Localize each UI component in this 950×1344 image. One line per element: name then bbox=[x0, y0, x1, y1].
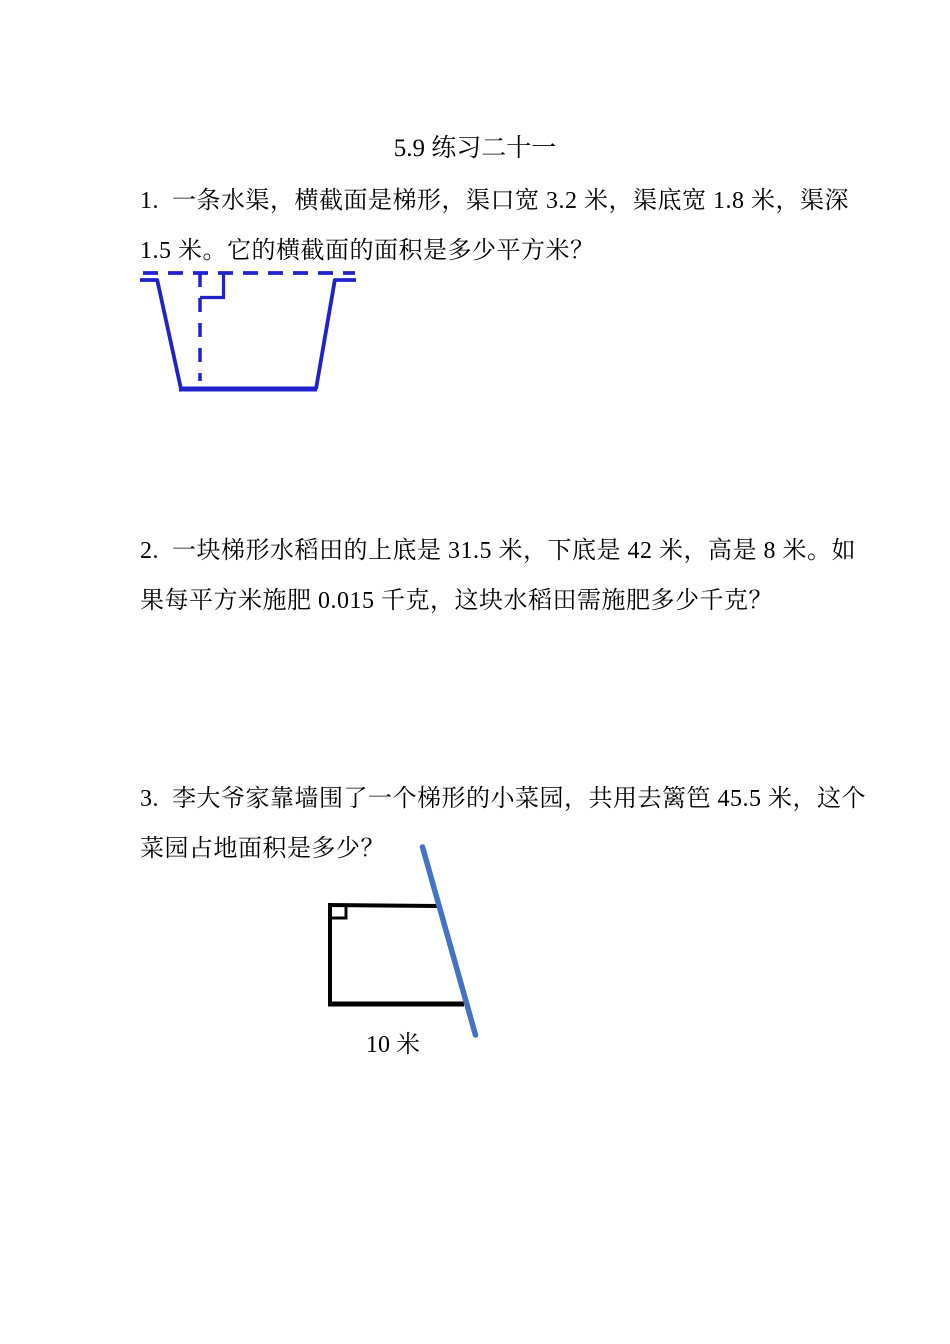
garden-base-label: 10 米 bbox=[366, 1032, 420, 1058]
question-1-line-1: 1. 一条水渠，横截面是梯形，渠口宽 3.2 米，渠底宽 1.8 米，渠深 bbox=[140, 188, 849, 214]
question-3-line-1: 3. 李大爷家靠墙围了一个梯形的小菜园，共用去篱笆 45.5 米，这个 bbox=[140, 786, 866, 812]
channel-left-slant-line bbox=[157, 279, 181, 389]
question-2-line-1: 2. 一块梯形水稻田的上底是 31.5 米，下底是 42 米，高是 8 米。如 bbox=[140, 538, 856, 564]
channel-right-slant-line bbox=[316, 279, 335, 389]
garden-plot-diagram bbox=[320, 842, 485, 1042]
question-1-line-2: 1.5 米。它的横截面的面积是多少平方米？ bbox=[140, 238, 595, 264]
garden-top-line bbox=[328, 905, 438, 906]
garden-right-angle-marker bbox=[330, 907, 346, 918]
page-title: 5.9 练习二十一 bbox=[393, 135, 557, 162]
wall-line bbox=[423, 847, 476, 1035]
channel-right-angle-marker bbox=[200, 274, 224, 298]
question-2-line-2: 果每平方米施肥 0.015 千克，这块水稻田需施肥多少千克？ bbox=[140, 588, 773, 614]
water-channel-diagram bbox=[138, 268, 368, 398]
question-3-line-2: 菜园占地面积是多少？ bbox=[140, 836, 385, 862]
